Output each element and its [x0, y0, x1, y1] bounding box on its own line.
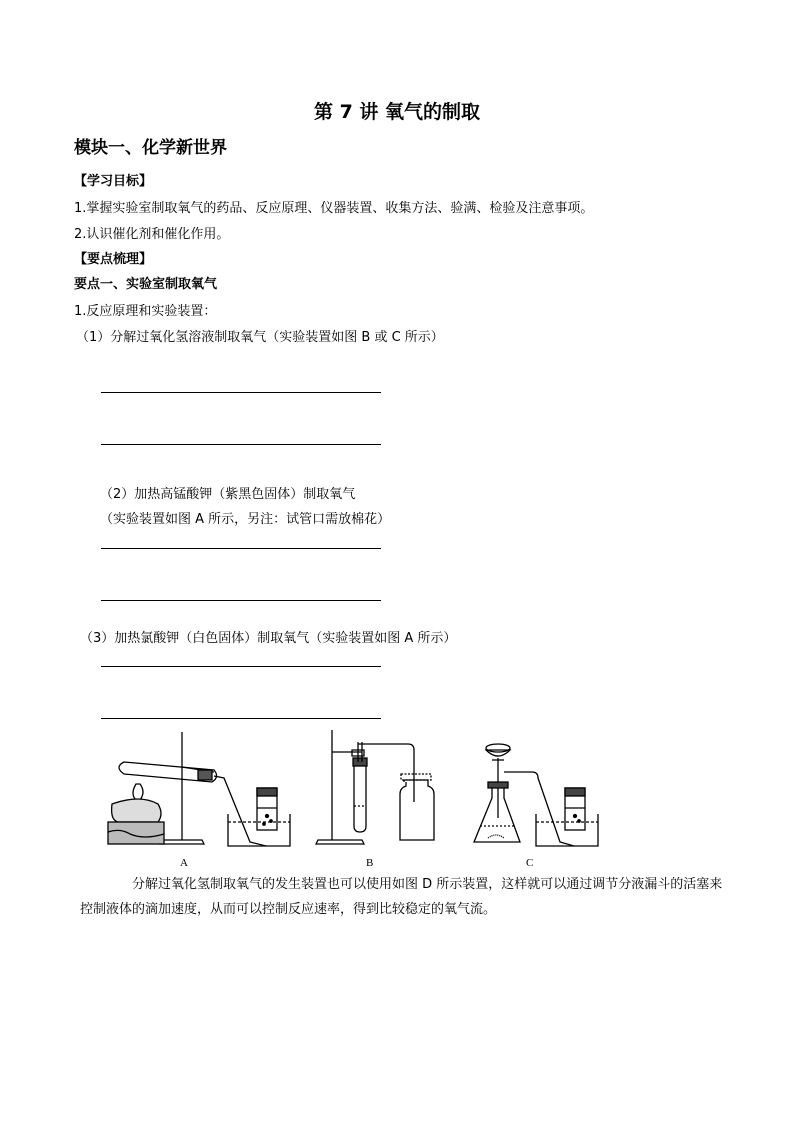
- point-1-heading: 要点一、实验室制取氧气: [74, 277, 218, 292]
- answer-blank-6[interactable]: [101, 718, 381, 719]
- answer-blank-2[interactable]: [101, 444, 381, 445]
- answer-blank-3[interactable]: [101, 548, 381, 549]
- learning-goal-1: 1.掌握实验室制取氧气的药品、反应原理、仪器装置、收集方法、验满、检验及注意事项。: [74, 201, 594, 216]
- sub-heading-1: 1.反应原理和实验装置：: [74, 304, 217, 319]
- figure-label-b: B: [366, 857, 374, 869]
- case-2-text: （2）加热高锰酸钾（紫黑色固体）制取氧气: [100, 487, 356, 502]
- case-1-text: （1）分解过氧化氢溶液制取氧气（实验装置如图 B 或 C 所示）: [76, 330, 444, 345]
- module-heading: 模块一、化学新世界: [74, 138, 227, 158]
- learning-goals-heading: 【学习目标】: [74, 174, 153, 189]
- figure-label-a: A: [180, 857, 188, 869]
- apparatus-b: [316, 730, 434, 844]
- key-points-heading: 【要点梳理】: [74, 252, 153, 267]
- learning-goal-2: 2.认识催化剂和催化作用。: [74, 227, 230, 242]
- answer-blank-5[interactable]: [101, 666, 381, 667]
- case-3-text: （3）加热氯酸钾（白色固体）制取氧气（实验装置如图 A 所示）: [80, 631, 457, 646]
- case-2-note: （实验装置如图 A 所示，另注：试管口需放棉花）: [100, 512, 391, 527]
- page-title: 第 7 讲 氧气的制取: [313, 101, 481, 123]
- apparatus-figure: [100, 722, 740, 872]
- apparatus-a: [108, 732, 290, 846]
- apparatus-c: [474, 744, 598, 846]
- explanation-paragraph: 分解过氧化氢制取氧气的发生装置也可以使用如图 D 所示装置，这样就可以通过调节分液漏斗的活塞来控制液体的滴加速度，从而可以控制反应速率，得到比较稳定的氧气流。: [80, 877, 723, 917]
- answer-blank-1[interactable]: [101, 392, 381, 393]
- figure-label-c: C: [526, 857, 534, 869]
- answer-blank-4[interactable]: [101, 600, 381, 601]
